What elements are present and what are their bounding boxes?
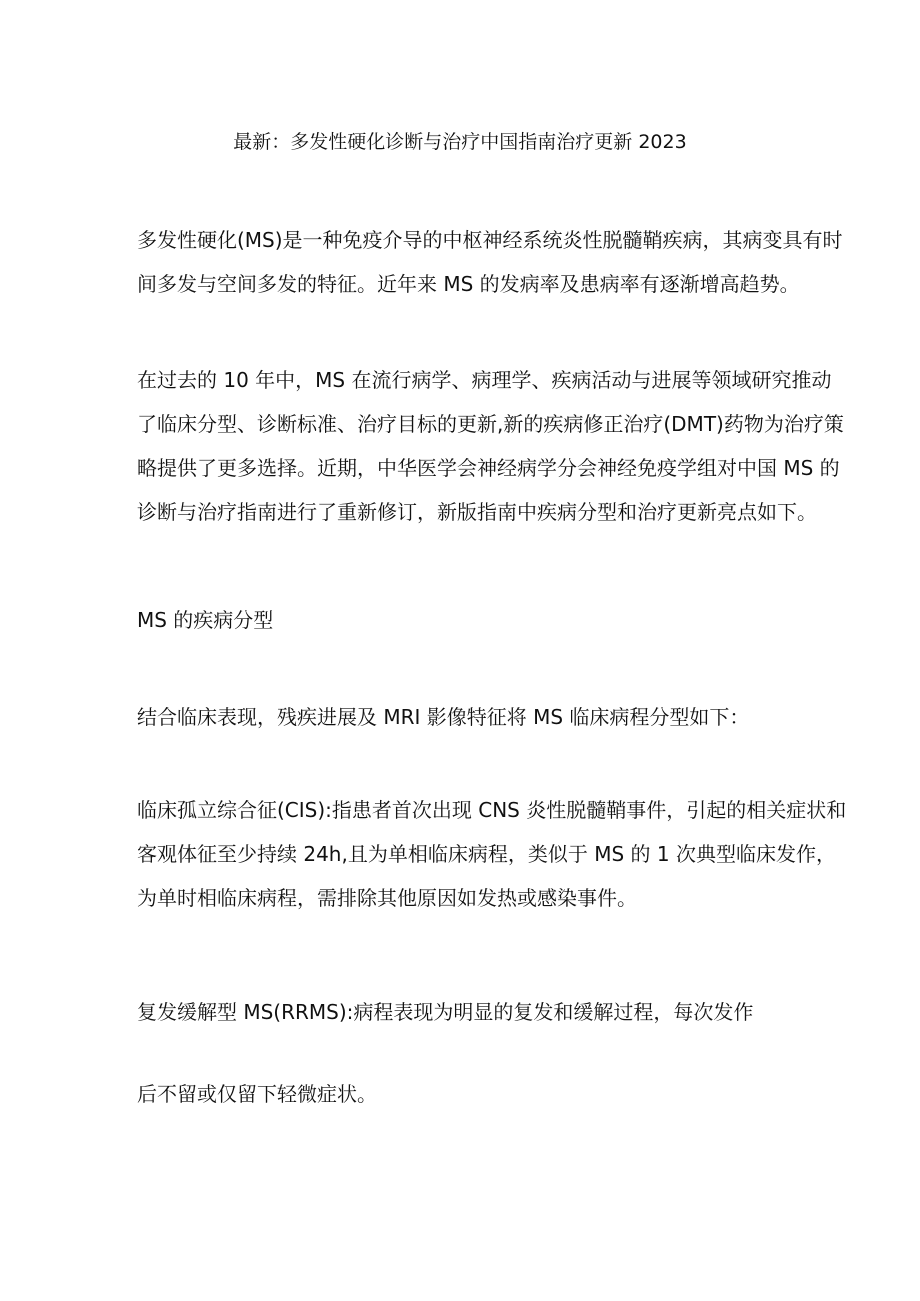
intro-paragraph xyxy=(137,218,843,306)
background-paragraph xyxy=(137,358,844,534)
cis-paragraph xyxy=(137,788,847,920)
paragraph-line: 间多发与空间多发的特征。近年来 MS 的发病率及患病率有逐渐增高趋势。 xyxy=(137,272,800,296)
rrms-paragraph-line-1: 复发缓解型 MS(RRMS):病程表现为明显的复发和缓解过程，每次发作 xyxy=(137,1000,754,1024)
section-heading: MS 的疾病分型 xyxy=(137,608,274,632)
classification-intro: 结合临床表现，残疾进展及 MRI 影像特征将 MS 临床病程分型如下： xyxy=(137,705,750,729)
paragraph-line: 客观体征至少持续 24h,且为单相临床病程，类似于 MS 的 1 次典型临床发作， xyxy=(137,842,836,866)
paragraph-line: 在过去的 10 年中，MS 在流行病学、病理学、疾病活动与进展等领域研究推动 xyxy=(137,368,832,392)
document-title: 最新：多发性硬化诊断与治疗中国指南治疗更新 2023 xyxy=(233,131,687,153)
paragraph-line: 略提供了更多选择。近期，中华医学会神经病学分会神经免疫学组对中国 MS 的 xyxy=(137,456,840,480)
rrms-paragraph-line-2: 后不留或仅留下轻微症状。 xyxy=(137,1082,377,1106)
paragraph-line: 临床孤立综合征(CIS):指患者首次出现 CNS 炎性脱髓鞘事件，引起的相关症状和 xyxy=(137,798,847,822)
paragraph-line: 为单时相临床病程，需排除其他原因如发热或感染事件。 xyxy=(137,886,637,910)
paragraph-line: 了临床分型、诊断标准、治疗目标的更新,新的疾病修正治疗(DMT)药物为治疗策 xyxy=(137,412,844,436)
paragraph-line: 多发性硬化(MS)是一种免疫介导的中枢神经系统炎性脱髓鞘疾病，其病变具有时 xyxy=(137,228,843,252)
paragraph-line: 诊断与治疗指南进行了重新修订，新版指南中疾病分型和治疗更新亮点如下。 xyxy=(137,500,817,524)
